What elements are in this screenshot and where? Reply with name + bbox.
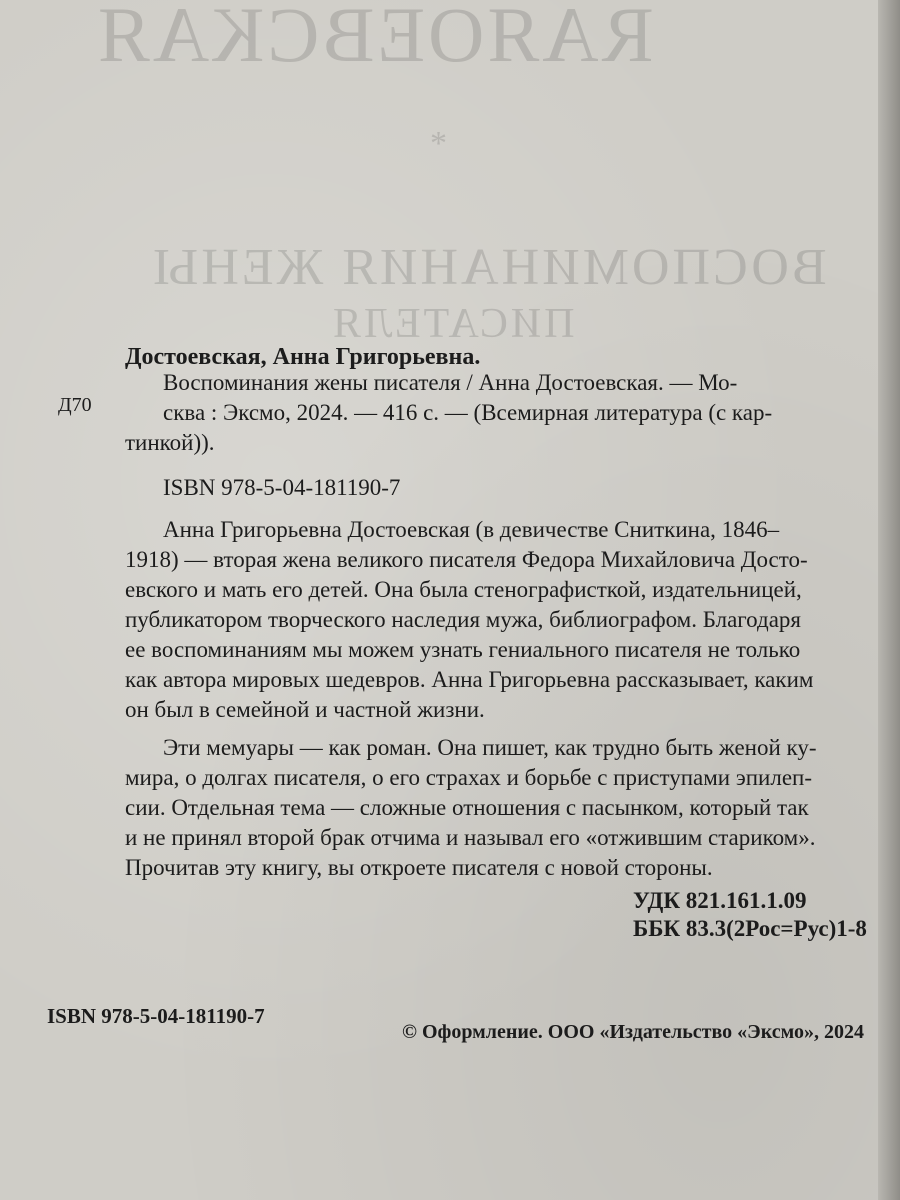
page-edge bbox=[878, 0, 900, 1200]
udk-index: УДК 821.161.1.09 bbox=[633, 888, 807, 913]
annotation-line: 1918) — вторая жена великого писателя Федора Михайловича Досто- bbox=[125, 547, 808, 572]
description-line: тинкой)). bbox=[125, 430, 215, 455]
annotation-line: как автора мировых шедевров. Анна Григорьевна рассказывает, каким bbox=[125, 667, 814, 692]
author-heading: Достоевская, Анна Григорьевна. bbox=[125, 344, 481, 370]
bleed-through-subtitle: ВОСПОМИНАНИЯ ЖЕНЫ bbox=[150, 239, 827, 296]
classification-code: Д70 bbox=[58, 394, 92, 416]
annotation-line: публикатором творческого наследия мужа, библиографом. Благодаря bbox=[125, 607, 801, 632]
bleed-through-star: * bbox=[430, 125, 450, 162]
description-line: Воспоминания жены писателя / Анна Достоевская. — Мо- bbox=[163, 370, 738, 395]
bleed-through-subtitle-2: ПИСАТЕЛЯ bbox=[330, 301, 575, 347]
bbk-index: ББК 83.3(2Рос=Рус)1-8 bbox=[633, 916, 867, 941]
bleed-through-title: RAЯОЕВСКАЯ bbox=[95, 0, 654, 78]
annotation-line: Эти мемуары — как роман. Она пишет, как трудно быть женой ку- bbox=[163, 735, 817, 760]
annotation-line: сии. Отдельная тема — сложные отношения с пасынком, который так bbox=[125, 795, 809, 820]
copyright-notice: © Оформление. ООО «Издательство «Эксмо», 2024 bbox=[402, 1021, 864, 1043]
annotation-line: Прочитав эту книгу, вы откроете писателя с новой стороны. bbox=[125, 855, 713, 880]
annotation-line: мира, о долгах писателя, о его страхах и борьбе с приступами эпилеп- bbox=[125, 765, 813, 790]
isbn-catalog: ISBN 978-5-04-181190-7 bbox=[163, 475, 401, 500]
annotation-line: и не принял второй брак отчима и называл его «отжившим стариком». bbox=[125, 825, 816, 850]
isbn-footer: ISBN 978-5-04-181190-7 bbox=[47, 1004, 265, 1028]
annotation-line: Анна Григорьевна Достоевская (в девичестве Сниткина, 1846– bbox=[163, 517, 780, 542]
annotation-line: евского и мать его детей. Она была стенографисткой, издательницей, bbox=[125, 577, 802, 602]
annotation-line: ее воспоминаниям мы можем узнать гениального писателя не только bbox=[125, 637, 801, 662]
annotation-line: он был в семейной и частной жизни. bbox=[125, 697, 485, 722]
description-line: сква : Эксмо, 2024. — 416 с. — (Всемирная литература (с кар- bbox=[163, 400, 773, 425]
